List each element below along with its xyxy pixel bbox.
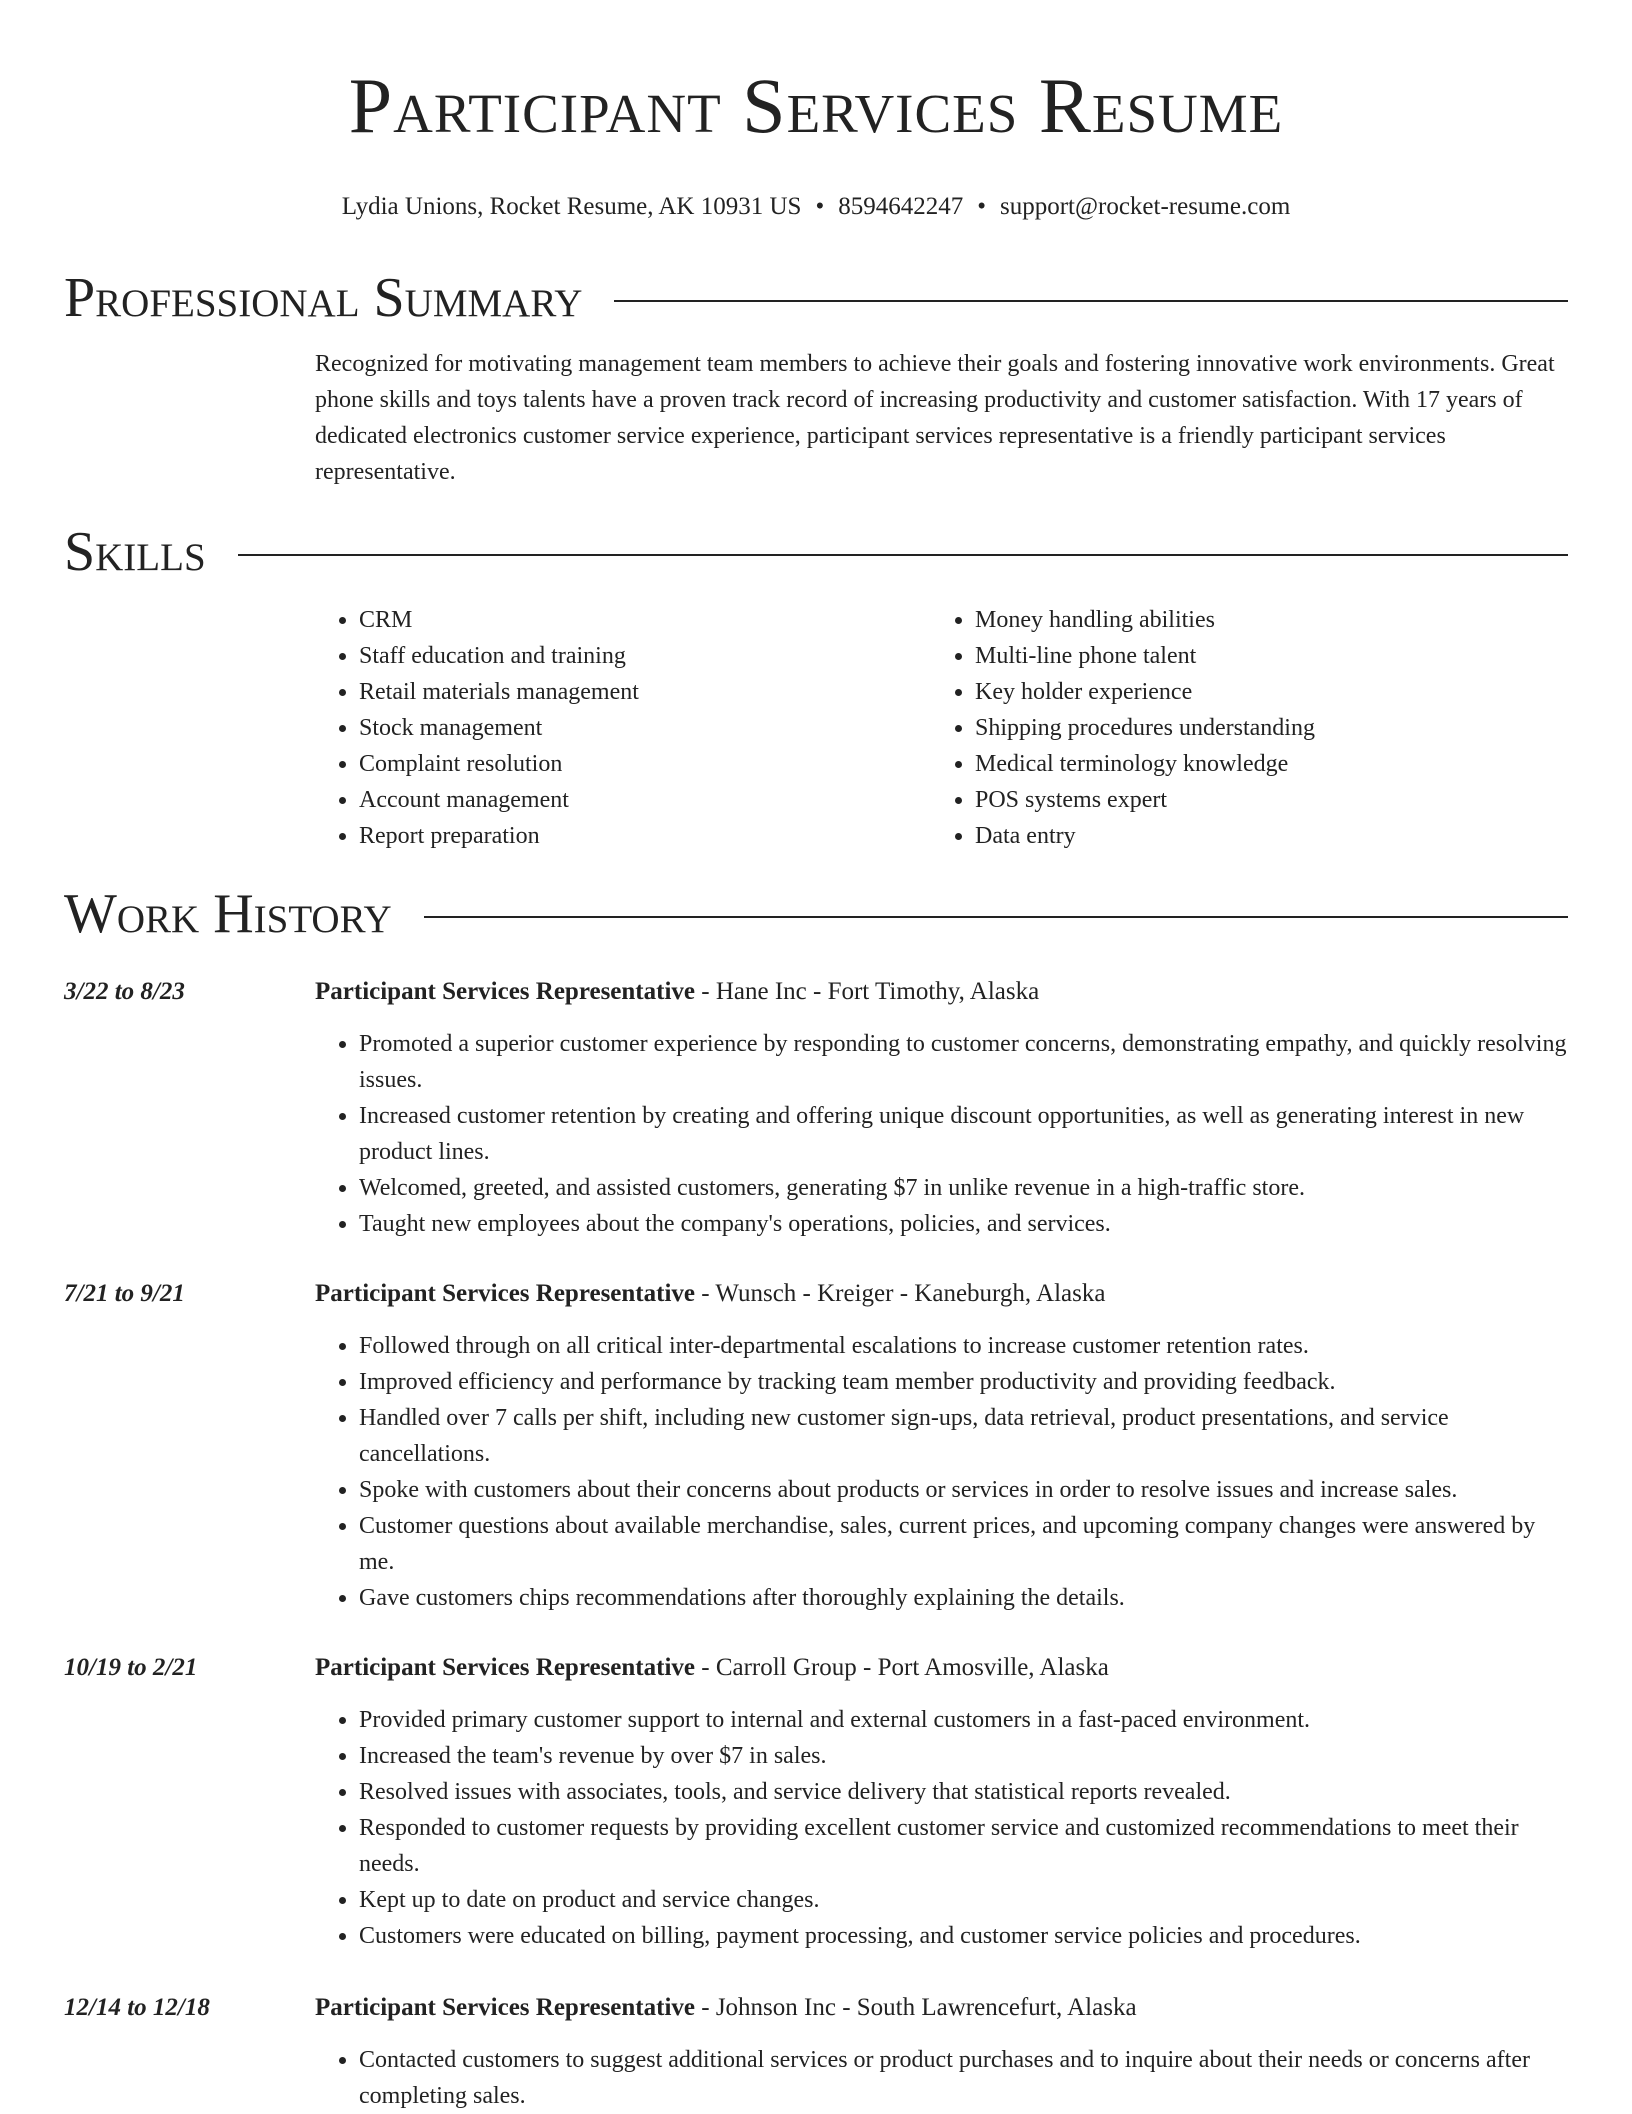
job-dates: 12/14 to 12/18 — [64, 1994, 210, 2021]
job-bullets — [315, 2042, 1568, 2114]
job-body — [315, 974, 1568, 1242]
job-body — [315, 1650, 1568, 1954]
work-heading: Work History — [64, 883, 392, 945]
job-bullet: • Welcomed, greeted, and assisted customers, generating $7 in unlike revenue in a high-traffic store. — [359, 1170, 1568, 1206]
job-title: Participant Services Representative — [315, 1994, 695, 2021]
contact-line — [64, 192, 1568, 222]
skills-heading: Skills — [64, 521, 206, 583]
job-entry — [64, 974, 1568, 1242]
skill-item: • Data entry — [975, 818, 1547, 854]
skill-item: • Medical terminology knowledge — [975, 746, 1547, 782]
section-divider — [424, 916, 1568, 918]
skills-section-header — [64, 520, 1568, 584]
job-employer: - Hane Inc - Fort Timothy, Alaska — [695, 978, 1040, 1005]
job-bullet: • Customer questions about available merchandise, sales, current prices, and upcoming company changes were answered by me. — [359, 1508, 1568, 1580]
job-bullet: • Resolved issues with associates, tools, and service delivery that statistical reports revealed. — [359, 1774, 1568, 1810]
skill-item: • Multi-line phone talent — [975, 638, 1547, 674]
skill-item: • Report preparation — [359, 818, 931, 854]
section-divider — [238, 554, 1568, 556]
job-bullet: • Responded to customer requests by providing excellent customer service and customized recommendations to meet their needs. — [359, 1810, 1568, 1882]
job-bullet: • Customers were educated on billing, payment processing, and customer service policies and procedures. — [359, 1918, 1568, 1954]
job-entry — [64, 1650, 1568, 1954]
skill-item: • Shipping procedures understanding — [975, 710, 1547, 746]
job-bullet: • Spoke with customers about their concerns about products or services in order to resolve issues and increase sales. — [359, 1472, 1568, 1508]
job-title: Participant Services Representative — [315, 1654, 695, 1681]
skill-item: • CRM — [359, 602, 931, 638]
job-body — [315, 1276, 1568, 1616]
skill-item: • Retail materials management — [359, 674, 931, 710]
job-bullet: • Improved efficiency and performance by tracking team member productivity and providing feedback. — [359, 1364, 1568, 1400]
job-bullets — [315, 1026, 1568, 1242]
job-employer: - Wunsch - Kreiger - Kaneburgh, Alaska — [695, 1280, 1106, 1307]
contact-separator: • — [977, 193, 986, 220]
summary-section-header — [64, 266, 1568, 330]
job-dates: 7/21 to 9/21 — [64, 1280, 185, 1307]
skill-item: • Complaint resolution — [359, 746, 931, 782]
skills-list-left — [315, 602, 931, 854]
job-title-line — [315, 974, 1568, 1010]
job-entry — [64, 1276, 1568, 1616]
summary-text: Recognized for motivating management team members to achieve their goals and fostering innovative work environments. Great phone skills and toys talents have a proven track record of increasing productivity and customer satisfaction. With 17 years of dedicated electronics customer service experience, participant services representative is a friendly participant services representative. — [315, 351, 1555, 485]
summary-heading: Professional Summary — [64, 267, 583, 329]
job-dates: 10/19 to 2/21 — [64, 1654, 198, 1681]
job-bullet: • Kept up to date on product and service changes. — [359, 1882, 1568, 1918]
skills-list-right — [931, 602, 1547, 854]
skill-item: • Account management — [359, 782, 931, 818]
job-bullet: • Handled over 7 calls per shift, including new customer sign-ups, data retrieval, product presentations, and service cancellations. — [359, 1400, 1568, 1472]
job-dates: 3/22 to 8/23 — [64, 978, 185, 1005]
job-bullets — [315, 1702, 1568, 1954]
job-entry — [64, 1990, 1568, 2114]
job-title: Participant Services Representative — [315, 1280, 695, 1307]
job-bullet: • Increased customer retention by creating and offering unique discount opportunities, as well as generating interest in new product lines. — [359, 1098, 1568, 1170]
job-title-line — [315, 1990, 1568, 2026]
contact-email: support@rocket-resume.com — [999, 193, 1291, 220]
job-body — [315, 1990, 1568, 2114]
job-employer: - Johnson Inc - South Lawrencefurt, Alaska — [695, 1994, 1137, 2021]
job-bullet: • Promoted a superior customer experience by responding to customer concerns, demonstrating empathy, and quickly resolving issues. — [359, 1026, 1568, 1098]
skill-item: • Stock management — [359, 710, 931, 746]
job-bullet: • Followed through on all critical inter-departmental escalations to increase customer retention rates. — [359, 1328, 1568, 1364]
job-title-line — [315, 1276, 1568, 1312]
skill-item: • Key holder experience — [975, 674, 1547, 710]
contact-phone: 8594642247 — [838, 193, 964, 220]
job-bullet: • Increased the team's revenue by over $7 in sales. — [359, 1738, 1568, 1774]
job-title: Participant Services Representative — [315, 978, 695, 1005]
skill-item: • POS systems expert — [975, 782, 1547, 818]
job-title-line — [315, 1650, 1568, 1686]
contact-separator: • — [815, 193, 825, 220]
skills-grid — [315, 602, 1568, 854]
skill-item: • Staff education and training — [359, 638, 931, 674]
job-bullet: • Taught new employees about the company's operations, policies, and services. — [359, 1206, 1568, 1242]
resume-title: Participant Services Resume — [348, 62, 1284, 149]
job-bullet: • Provided primary customer support to internal and external customers in a fast-paced environment. — [359, 1702, 1568, 1738]
skill-item: • Money handling abilities — [975, 602, 1547, 638]
job-employer: - Carroll Group - Port Amosville, Alaska — [695, 1654, 1109, 1681]
work-section-header — [64, 882, 1568, 946]
job-bullet: • Contacted customers to suggest additional services or product purchases and to inquire about their needs or concerns after completing sales. — [359, 2042, 1568, 2114]
job-bullet: • Gave customers chips recommendations after thoroughly explaining the details. — [359, 1580, 1568, 1616]
contact-address: Lydia Unions, Rocket Resume, AK 10931 US — [341, 193, 802, 220]
job-bullets — [315, 1328, 1568, 1616]
section-divider — [614, 300, 1568, 302]
